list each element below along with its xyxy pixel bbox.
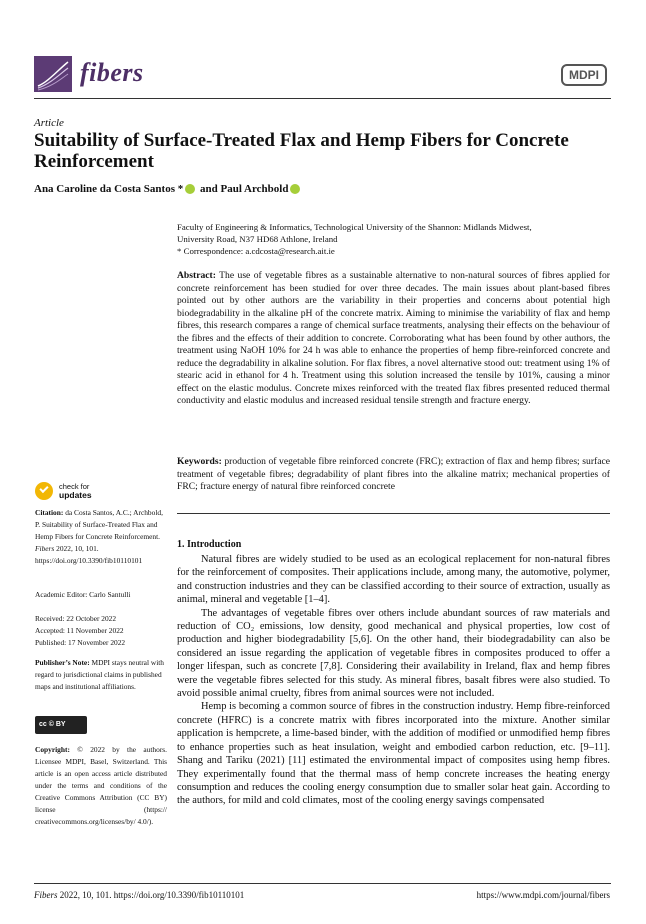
affiliation-line: Faculty of Engineering & Informatics, Technological University of the Shannon: Midlands Midwest, <box>177 222 532 232</box>
paragraph: Hemp is becoming a common source of fibres in the construction industry. Hemp fibre-reinforced concrete (HFRC) is a concrete matrix with fibres incorporated into the mixture. Another similar application is hempcrete, a lime-based binder, with the addition of modified or unmodified hemp fibres to enhance properties such as heat insulation, weight and embodied carbon reduction, etc. [9–11]. Shang and Tariku (2021) [11] estimated the environmental impact of composites using hemp fibres. They experimentally found that the thermal mass of hemp concrete increases the heating energy consumption and reduces the cooling energy consumption due to smaller solar heat gain. According to the authors, for mild and cold climates, most of the cooling energy savings compensated <box>177 701 610 807</box>
check-for-updates-button[interactable] <box>35 482 103 502</box>
abstract <box>177 270 610 408</box>
citation-doi[interactable]: 2022, 10, 101. https://doi.org/10.3390/fib10110101 <box>35 544 143 565</box>
published-date: Published: 17 November 2022 <box>35 638 126 647</box>
copyright-label: Copyright: <box>35 745 70 754</box>
correspondence: * Correspondence: a.cdcosta@research.ait.ie <box>177 246 335 256</box>
orcid-icon[interactable] <box>185 184 195 194</box>
publishers-note <box>35 657 167 693</box>
academic-editor: Academic Editor: Carlo Santulli <box>35 590 131 599</box>
paragraph: The advantages of vegetable fibres over others include abundant sources of raw materials and reduction of CO₂ emissions, low density, good mechanical and physical properties, low cost of production and higher biodegradability [5,6]. On the other hand, their biodegradability can also be considered an issue regarding the application of vegetable fibres in composites produced to offer a longer lifespan, such as concrete [7,8]. Considering their availability in Ireland, flax and hemp fibres were the vegetable fibres selected for this study. As mineral fibres, basalt fibres were also studied. To avoid possible animal cruelty, fibres from animal sources were not included. <box>177 607 610 700</box>
copyright-text: © 2022 by the authors. Licensee MDPI, Basel, Switzerland. This article is an open access article distributed under the terms and conditions of the Creative Commons Attribution (CC BY) license (https:// creativecommons.org/licenses/by/ 4.0/). <box>35 745 167 826</box>
citation-journal: Fibers <box>35 544 55 553</box>
footer-citation <box>34 890 244 900</box>
citation-text: da Costa Santos, A.C.; Archbold, P. Suitability of Surface-Treated Flax and Hemp Fibers for Concrete Reinforcement. <box>35 508 163 541</box>
check-line: updates <box>59 489 92 500</box>
abstract-label: Abstract: <box>177 270 216 281</box>
affiliation-line: University Road, N37 HD68 Athlone, Ireland <box>177 234 338 244</box>
author-separator: and <box>197 183 221 195</box>
citation-label: Citation: <box>35 508 64 517</box>
dates <box>35 613 167 649</box>
author-list <box>34 183 302 195</box>
abstract-text: The use of vegetable fibres as a sustainable alternative to non-natural sources of fibres applied for concrete reinforcement has been studied for over three decades. The main issues about plant-based fibres pointed out by other authors are the variability in their properties and concerns about potential high biodegradability in the alkaline pH of the concrete matrix. Aiming to minimise the variability of flax and hemp fibres, this research compares a range of chemical surface treatments, analysing their effects on the behaviour of the fibres and the effects of their addition to concrete. Corroborating what has been found by other authors, the treatment using NaOH 10% for 24 h was able to enhance the properties of hemp fibre-reinforced concrete and reduce the degradability in alkaline solution. For flax fibres, a novel alternative stood out: treatment using 1% of stearic acid in ethanol for 4 h. Treatment using this solution increased the tensile by 101%, causing a minor effect on the elastic modulus. Concrete mixes reinforced with the treated flax fibres presented reduced thermal conductivity and elastic modulus and increased residual tensile strength and fracture energy. <box>177 270 610 406</box>
journal-logo-icon <box>34 56 72 92</box>
author-name[interactable]: Ana Caroline da Costa Santos * <box>34 183 184 195</box>
footer-journal: Fibers <box>34 890 58 900</box>
accepted-date: Accepted: 11 November 2022 <box>35 626 124 635</box>
check-updates-icon <box>35 482 53 500</box>
affiliation <box>177 221 597 257</box>
paragraph: Natural fibres are widely studied to be used as an ecological replacement for non-natural fibres for the reinforcement of composites. Their applications include, among many, the automotive, polymer, and construction industries and they can be classified according to their source of extraction, usually as animal, mineral and vegetable [1–4]. <box>177 554 610 606</box>
journal-name: fibers <box>80 58 144 87</box>
article-title: Suitability of Surface-Treated Flax and Hemp Fibers for Concrete Reinforcement <box>34 130 569 172</box>
orcid-icon[interactable] <box>290 184 300 194</box>
publishers-note-text: MDPI stays neutral with regard to jurisdictional claims in published maps and institutional affiliations. <box>35 658 164 691</box>
article-type: Article <box>34 117 64 129</box>
header-divider <box>34 98 611 99</box>
publisher-logo: MDPI <box>561 64 607 86</box>
author-name[interactable]: Paul Archbold <box>220 183 289 195</box>
footer-doi[interactable]: 2022, 10, 101. https://doi.org/10.3390/fib10110101 <box>59 890 245 900</box>
publishers-note-label: Publisher’s Note: <box>35 658 90 667</box>
keywords-text: production of vegetable fibre reinforced concrete (FRC); extraction of flax and hemp fibres; surface treatment of vegetable fibres; degradability of plant fibres into the alkaline matrix; mechanical properties of FRC; fracture energy of natural fibre reinforced concrete <box>177 456 610 492</box>
body-text <box>177 553 610 808</box>
footer-journal-url[interactable]: https://www.mdpi.com/journal/fibers <box>476 890 610 900</box>
cc-badge-text: cc © BY <box>39 721 66 728</box>
section-divider <box>177 513 610 514</box>
keywords <box>177 456 610 494</box>
footer-divider <box>34 883 611 884</box>
cc-by-license-icon[interactable] <box>35 716 87 734</box>
section-heading: 1. Introduction <box>177 539 242 550</box>
received-date: Received: 22 October 2022 <box>35 614 117 623</box>
citation <box>35 507 167 567</box>
copyright <box>35 744 167 828</box>
keywords-label: Keywords: <box>177 456 222 467</box>
check-line: check for <box>59 481 90 491</box>
